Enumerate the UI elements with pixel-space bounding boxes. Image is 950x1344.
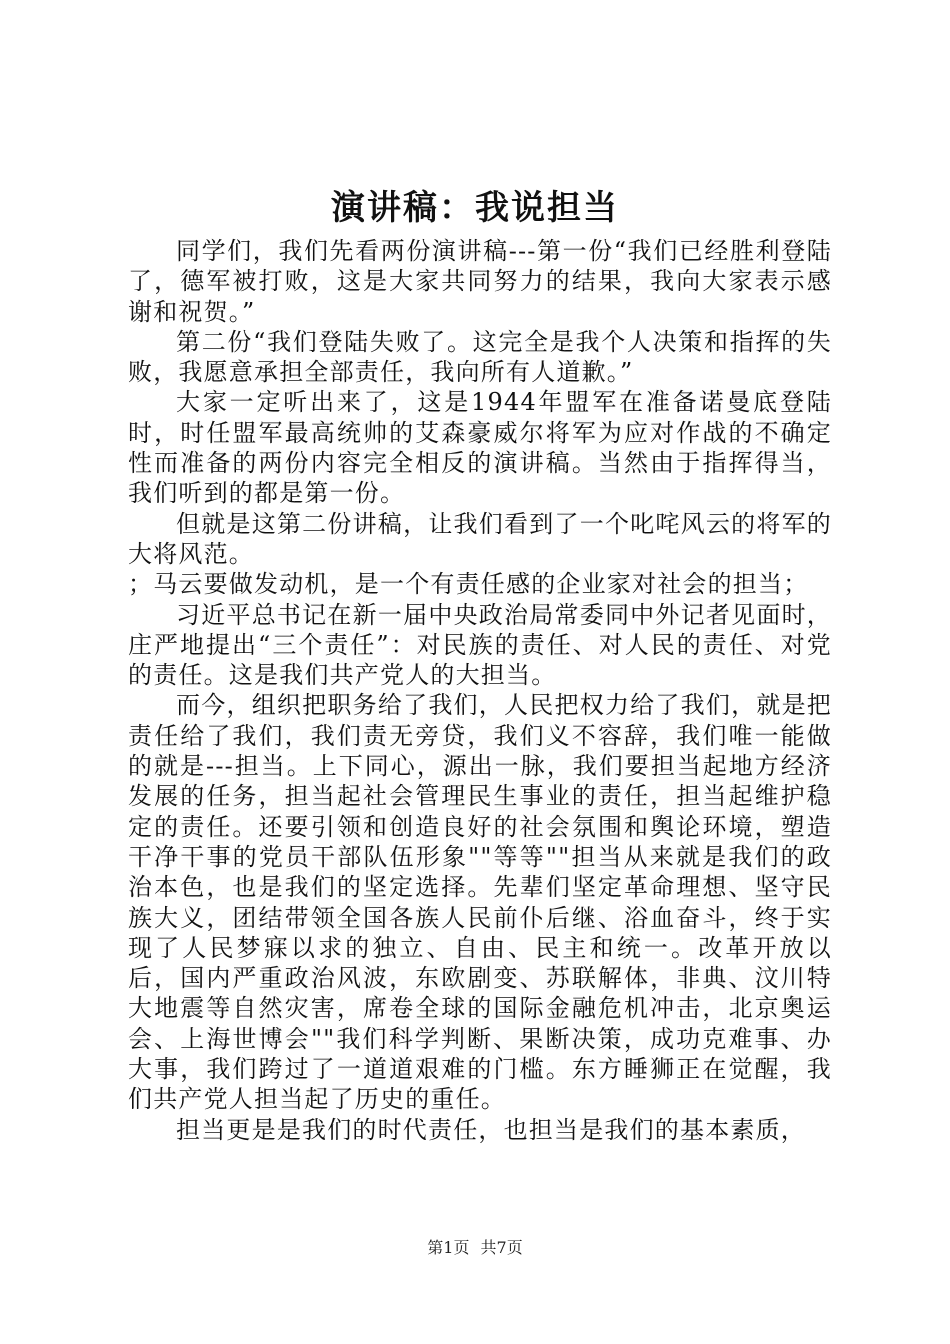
paragraph: ；马云要做发动机，是一个有责任感的企业家对社会的担当； xyxy=(128,570,809,599)
paragraph: 同学们，我们先看两份演讲稿---第一份“我们已经胜利登陆了，德军被打败，这是大家共同努力的结果，我向大家表示感谢和祝贺。” xyxy=(128,237,832,326)
paragraph: 而今，组织把职务给了我们，人民把权力给了我们，就是把责任给了我们，我们责无旁贷，我们义不容辞，我们唯一能做的就是---担当。上下同心，源出一脉，我们要担当起地方经济发展的任务，担当起社会管理民生事业的责任，担当起维护稳定的责任。还要引领和创造良好的社会氛围和舆论环境，塑造干净干事的党员干部队伍形象""等等""担当从来就是我们的政治本色，也是我们的坚定选择。先辈们坚定革命理想、坚守民族大义，团结带领全国各族人民前仆后继、浴血奋斗，终于实现了人民梦寐以求的独立、自由、民主和统一。改革开放以后，国内严重政治风波，东欧剧变、苏联解体，非典、汶川特大地震等自然灾害，席卷全球的国际金融危机冲击，北京奥运会、上海世博会""我们科学判断、果断决策，成功克难事、办大事，我们跨过了一道道艰难的门槛。东方睡狮正在觉醒，我们共产党人担当起了历史的重任。 xyxy=(128,691,832,1114)
page-total: 共7页 xyxy=(480,1238,523,1257)
paragraph: 但就是这第二份讲稿，让我们看到了一个叱咤风云的将军的大将风范。 xyxy=(128,509,832,568)
page-footer xyxy=(0,1236,950,1260)
page-number: 第1页 xyxy=(427,1238,470,1257)
document-title: 演讲稿：我说担当 xyxy=(331,188,619,228)
document-body xyxy=(128,236,832,1145)
paragraph: 第二份“我们登陆失败了。这完全是我个人决策和指挥的失败，我愿意承担全部责任，我向所有人道歉。” xyxy=(128,327,832,387)
paragraph: 担当更是是我们的时代责任，也担当是我们的基本素质， xyxy=(176,1115,806,1144)
paragraph: 大家一定听出来了，这是1944年盟军在准备诺曼底登陆时，时任盟军最高统帅的艾森豪威尔将军为应对作战的不确定性而准备的两份内容完全相反的演讲稿。当然由于指挥得当，我们听到的都是第一份。 xyxy=(128,388,832,508)
paragraph: 习近平总书记在新一届中央政治局常委同中外记者见面时，庄严地提出“三个责任”：对民族的责任、对人民的责任、对党的责任。这是我们共产党人的大担当。 xyxy=(128,600,832,690)
